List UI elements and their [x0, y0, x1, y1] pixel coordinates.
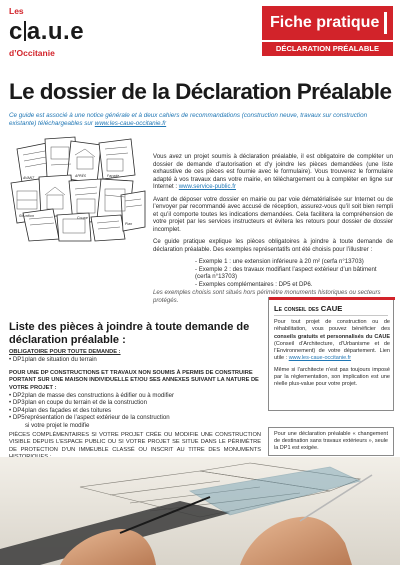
list-item-code: • DP5: [9, 414, 25, 422]
logo-caue-wordmark: [9, 19, 84, 45]
body-paragraph-1: [153, 153, 393, 191]
logo-separator: [24, 21, 26, 41]
caue-occitanie-link[interactable]: www.les-caue-occitanie.fr: [288, 355, 352, 362]
list-heading-mandatory: OBLIGATOIRE POUR TOUTE DEMANDE :: [9, 349, 121, 355]
list-item: [9, 422, 261, 429]
fiche-title: [262, 6, 393, 40]
list-item-text: plan de situation du terrain: [25, 356, 97, 364]
advice-paragraph-2: Même si l’architecte n’est pas toujours imposé par la réglementation, son implication est une réelle plus-value pour votre projet.: [274, 366, 390, 388]
sketch-label-avant: AVANT: [23, 176, 35, 180]
list-item: [9, 356, 261, 363]
list-item-code: • DP2: [9, 392, 25, 400]
body-p1-text: Vous avez un projet soumis à déclaration préalable, il est obligatoire de compléter un dossier de demande d’autorisation et d’y joindre les pièces demandées (une liste exhaustive de ces pièces est fournie avec le formulaire). Vous trouverez le formulaire adapté à vos travaux dans votre mairie, en téléchargement ou à compléter en ligne sur Internet :: [153, 153, 393, 190]
logo-aue: a.u.e: [26, 18, 85, 45]
example-1: - Exemple 1 : une extension inférieure à 20 m² (cerfa n°13703): [195, 258, 364, 265]
body-paragraph-3: Ce guide pratique explique les pièces obligatoires à joindre à toute demande de déclaration préalable. Des exemples représentatifs ont été choisis pour l’illustrer :: [153, 238, 393, 253]
logo-les: Les: [9, 6, 24, 16]
intro-body: Ce guide est associé à une notice générale et à deux cahiers de recommandations (construction neuve, travaux sur construction existante) téléchargeables sur: [9, 112, 368, 127]
caue-advice-box: [268, 297, 394, 411]
advice-paragraph-1: Pour tout projet de construction ou de réhabilitation, vous pouvez bénéficier des conseils gratuits et personnalisés du CAUE (Conseil d’Architecture, d’Urbanisme et de l’Environnement) de votre département. Lien utile : www.les-caue-occitanie.fr: [274, 319, 390, 362]
list-item-text: si votre projet le modifie: [25, 421, 90, 429]
advice-accent-bar: [269, 297, 395, 300]
documents-sketch-illustration: [9, 135, 147, 243]
intro-text: [9, 112, 393, 128]
sketch-label-coupe: Coupe: [77, 216, 88, 220]
list-item-text: plan des façades et des toitures: [25, 406, 112, 414]
list-item-text: plan de masse des constructions à édifier ou à modifier: [25, 392, 175, 400]
advice-title: Le conseil des CAUE: [274, 304, 343, 313]
body-paragraph-2: Avant de déposer votre dossier en mairie ou par voie dématérialisée sur Internet ou de l’envoyer par recommandé avec accusé de réception, assurez-vous qu’il soit bien rempli et qu’il comporte toutes les indications demandées. Cela facilitera la compréhension de votre projet par les services instructeurs et évitera les retours pour dossier de dossier incomplet.: [153, 195, 393, 233]
list-item-text: plan en coupe du terrain et de la construction: [25, 399, 147, 407]
fiche-subtitle: DÉCLARATION PRÉALABLE: [262, 42, 393, 56]
list-item: [9, 392, 261, 399]
list-item-code: • DP4: [9, 406, 25, 414]
list-heading-dp: POUR UNE DP CONSTRUCTIONS ET TRAVAUX NON SOUMIS À PERMIS DE CONSTRUIRE PORTANT SUR UNE MAISON INDIVIDUELLE ET/OU SES ANNEXES SUIVANT LA NATURE DE VOTRE PROJET :: [9, 369, 259, 391]
example-2: - Exemple 2 : des travaux modifiant l’aspect extérieur d’un bâtiment (cerfa n°13703): [195, 265, 377, 280]
list-item: [9, 399, 261, 406]
fiche-accent-bar: [384, 12, 387, 34]
list-title: Liste des pièces à joindre à toute demande de déclaration préalable :: [9, 321, 250, 346]
list-item-code: [9, 422, 25, 429]
logo-region: d’Occitanie: [9, 48, 55, 58]
service-public-link[interactable]: www.service-public.fr: [178, 183, 236, 190]
intro-link[interactable]: www.les-caue-occitanie.fr: [94, 120, 167, 127]
list-item: [9, 414, 261, 421]
examples-note: Les exemples choisis sont situés hors périmètre monuments historiques ou secteurs protégés.: [153, 289, 381, 304]
fiche-title-text: Fiche pratique: [270, 14, 380, 31]
change-of-use-note: Pour une déclaration préalable « changement de destination sans travaux extérieurs », seule la DP1 est exigée.: [268, 427, 394, 456]
list-complementary-paragraph: PIÈCES COMPLÉMENTAIRES SI VOTRE PROJET CRÉE OU MODIFIE UNE CONSTRUCTION VISIBLE DEPUIS L’ESPACE PUBLIC OU SI VOTRE PROJET SE SITUE DANS LE PÉRIMÈTRE DE PROTECTION D’UN IMMEUBLE CLASSÉ OU INSCRIT AU TITRE DES MONUMENTS: [9, 432, 261, 453]
list-item: [9, 407, 261, 414]
list-item-code: • DP3: [9, 399, 25, 407]
drawing-hands-photo: [0, 457, 400, 565]
sketch-label-plan: Plan: [125, 222, 133, 226]
sketch-label-situation: Situation: [19, 214, 35, 218]
intro-body-column: [153, 153, 393, 309]
list-item-text: représentation de l’aspect extérieur de la construction: [25, 414, 170, 422]
page-title: Le dossier de la Déclaration Préalable: [9, 79, 392, 104]
logo-c: c: [9, 18, 23, 45]
list-item-code: • DP1: [9, 356, 25, 364]
example-3: - Exemples complémentaires : DP5 et DP6.: [195, 280, 313, 288]
sketch-label-apres: APRÈS: [75, 174, 87, 178]
advice-divider: [274, 315, 388, 316]
sketch-label-facade: Façade: [107, 174, 120, 178]
fiche-badge: [262, 6, 393, 56]
advice-text: [274, 319, 390, 389]
